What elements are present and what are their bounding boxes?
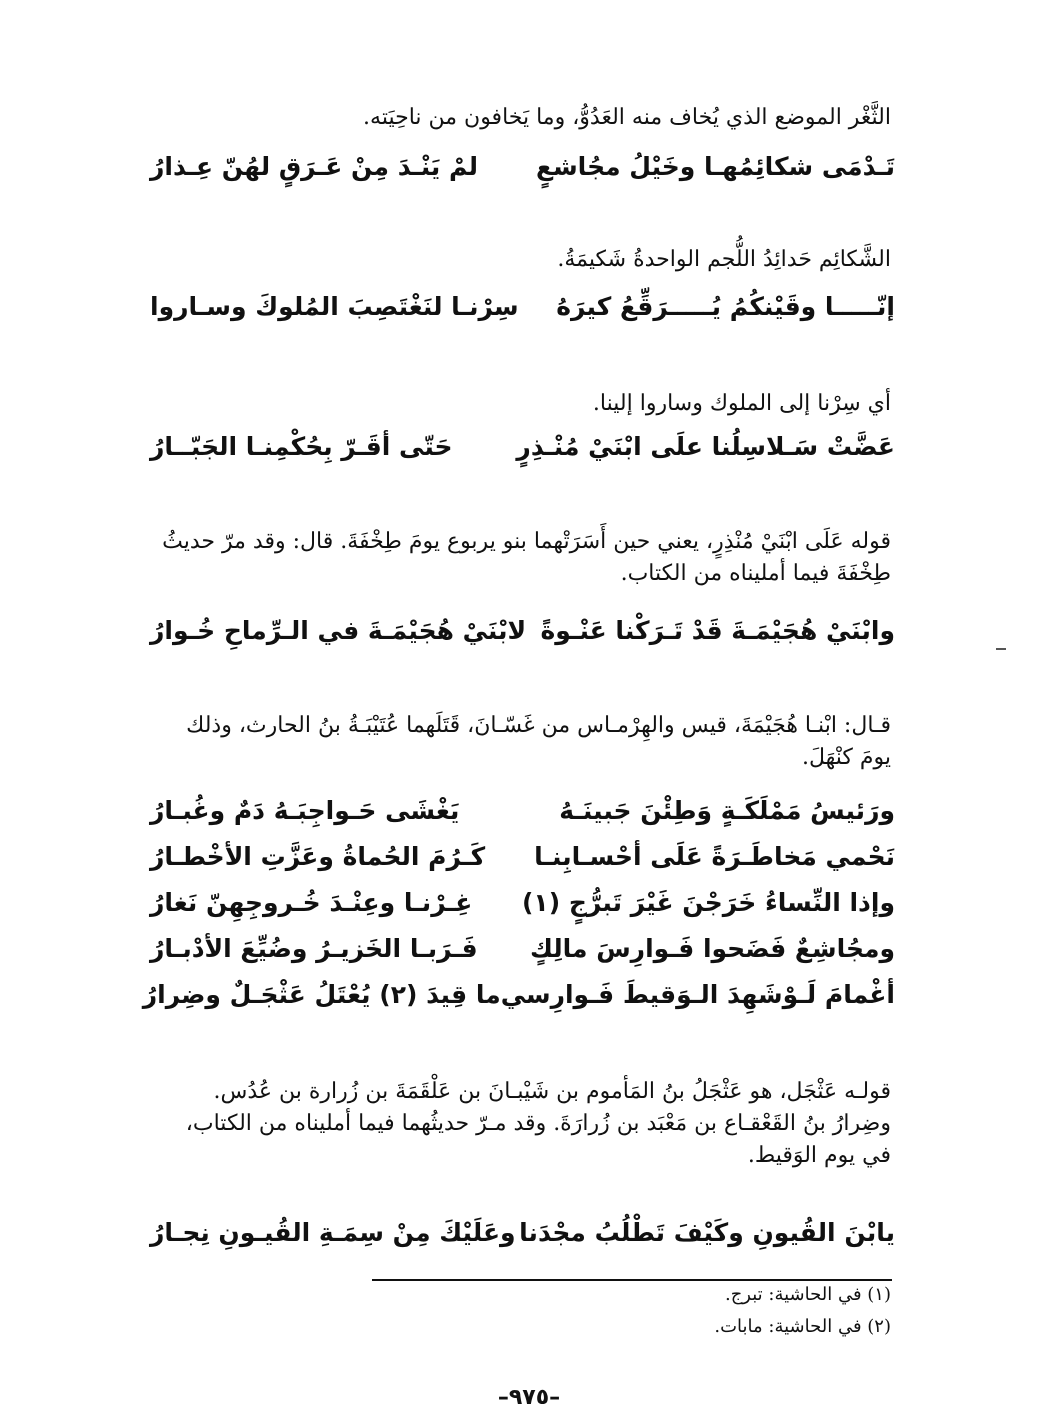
verse-first-hemistich: عَضَّتْ سَـلاسِلُنا علَى ابْنَيْ مُنْـذِرٍ bbox=[516, 431, 895, 461]
verse-first-hemistich: تَـدْمَى شكائِمُهـا وخَيْلُ مجُاشعٍ bbox=[536, 151, 895, 181]
prose-paragraph: الثَّغْر الموضع الذي يُخاف منه العَدُوُّ، وما يَخافون من ناحِيَته. bbox=[363, 105, 891, 130]
verse-line bbox=[150, 424, 895, 468]
footnote: (٢) في الحاشية: مابات. bbox=[714, 1316, 891, 1337]
verse-first-hemistich: يابْنَ القُيونِ وكَيْفَ تَطْلُبُ مجْدَنا bbox=[519, 1217, 895, 1247]
verse-line bbox=[142, 972, 895, 1016]
verse-first-hemistich: ورَئيسُ مَمْلَكَـةٍ وَطِئْنَ جَبينَـهُ bbox=[559, 795, 895, 825]
margin-mark bbox=[996, 648, 1006, 650]
verse-first-hemistich: نَحْمي مَخاطَـرَةً عَلَى أحْسـابِنـا bbox=[534, 841, 895, 871]
verse-line bbox=[150, 608, 895, 652]
footnote-separator bbox=[372, 1279, 892, 1281]
prose-paragraph: قوله عَلَى ابْنَيْ مُنْذِرٍ، يعني حين أَسَرَتْهما بنو يربوع يومَ طِخْفَةَ. قال: وقد مرّ حديثُ طِخْفَةَ فيما أمليناه من الكتاب. bbox=[162, 529, 891, 586]
verse-second-hemistich: كَـرُمَ الحُماةُ وعَزَّتِ الأخْطـارُ bbox=[150, 841, 486, 871]
footnote: (١) في الحاشية: تبرج. bbox=[724, 1284, 891, 1305]
verse-line bbox=[150, 834, 895, 878]
verse-line bbox=[150, 926, 895, 970]
verse-first-hemistich: وابْنَيْ هُجَيْمَـةَ قَدْ تَـرَكْنا عَنْـوةً bbox=[540, 615, 895, 645]
verse-second-hemistich: لمْ يَنْـدَ مِنْ عَـرَقٍ لهُنّ عِـذارُ bbox=[150, 151, 479, 181]
verse-line bbox=[150, 1210, 895, 1254]
verse-first-hemistich: ومجُاشِعٌ فَضَحوا فَـوارِسَ مالِكٍ bbox=[529, 933, 895, 963]
prose-paragraph: أي سِرْنا إلى الملوك وساروا إلينا. bbox=[592, 391, 891, 416]
verse-first-hemistich: وإذا النِّساءُ خَرَجْنَ غَيْرَ تَبرُّجٍ (١) bbox=[521, 887, 895, 917]
page-number: –٩٧٥– bbox=[497, 1385, 561, 1410]
verse-line bbox=[150, 144, 895, 188]
verse-second-hemistich: يَغْشَى حَـواجِبَـهُ دَمٌ وغُبـارُ bbox=[150, 795, 460, 825]
verse-line bbox=[150, 788, 895, 832]
verse-line bbox=[150, 880, 895, 924]
verse-second-hemistich: وعَلَيْكَ مِنْ سِمَـةِ القُيـونِ نِجـارُ bbox=[150, 1217, 516, 1247]
verse-second-hemistich: فَـرَبـا الخَزيـرُ وضُيِّعَ الأدْبـارُ bbox=[150, 933, 478, 963]
verse-first-hemistich: أغْمامَ لَـوْشَهِدَ الـوَقيطَ فَـوارِسي bbox=[500, 979, 895, 1009]
prose-paragraph: قـال: ابْنـا هُجَيْمَةَ، قيس والهِرْمـاس من غَسّـانَ، قَتَلَهما عُتَيْبَـةُ بنُ الحارث، وذلك يومَ كنْهَلَ. bbox=[186, 713, 891, 770]
verse-first-hemistich: إنّـــــا وقَيْنكُمُ يُـــــرَقِّعُ كيرَهُ bbox=[556, 291, 895, 321]
prose-paragraph: قولـه عَثْجَل، هو عَثْجَلُ بنُ المَأموم بن شَيْبـانَ بن عَلْقَمَةَ بن زُرارة بن عُدُس. وضِرارُ بنُ القَعْقـاع بن مَعْبَد بن زُرارَةَ. وقد مـرّ حديثُهما فيما أمليناه من الكتاب، في يوم الوَقيط. bbox=[185, 1079, 891, 1168]
verse-line bbox=[150, 284, 895, 328]
verse-second-hemistich: لابْنَيْ هُجَيْمَـةَ في الـرِّماحِ خُـوارُ bbox=[150, 615, 527, 645]
verse-second-hemistich: حَتّى أقَـرّ بِحُكْمِنـا الجَبّــارُ bbox=[150, 431, 453, 461]
verse-second-hemistich: ما قِيدَ (٢) يُعْتَلُ عَثْجَـلٌ وضِرارُ bbox=[142, 979, 501, 1009]
prose-paragraph: الشَّكائِم حَدائِدُ اللُّجم الواحدةُ شَكيمَةُ. bbox=[557, 247, 891, 272]
verse-second-hemistich: سِرْنـا لنَغْتَصِبَ المُلوكَ وسـاروا bbox=[150, 291, 519, 321]
verse-second-hemistich: غِـرْنـا وعِنْـدَ خُـروجِهِنّ نَغارُ bbox=[150, 887, 473, 917]
